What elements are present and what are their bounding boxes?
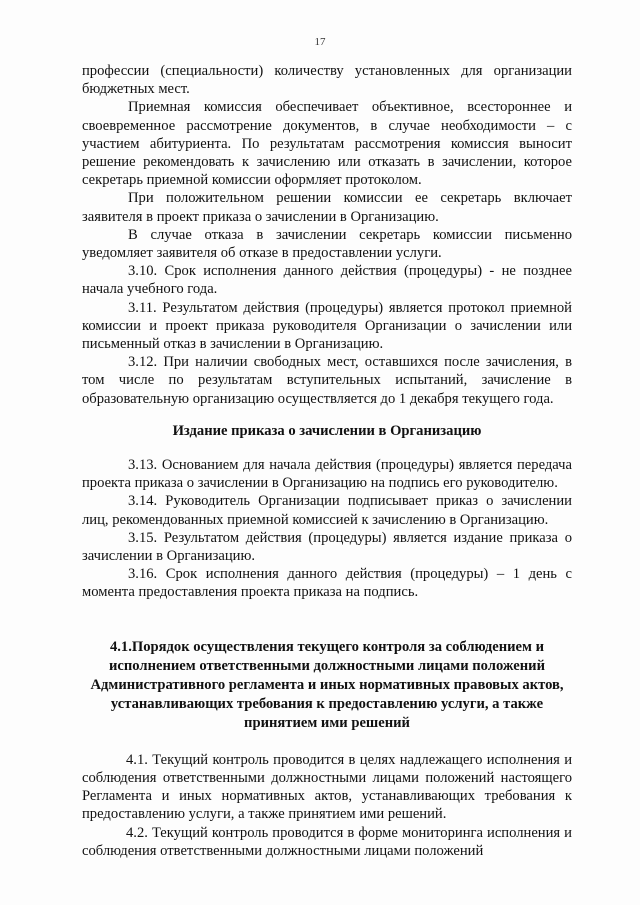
paragraph-3-14: 3.14. Руководитель Организации подписывает приказ о зачислении лиц, рекомендованных приемной комиссией к зачислению в Организацию. xyxy=(82,493,572,528)
paragraph-4-2: 4.2. Текущий контроль проводится в форме мониторинга исполнения и соблюдения ответственными должностными лицами положений xyxy=(82,824,572,859)
paragraph-3-16: 3.16. Срок исполнения данного действия (процедуры) – 1 день с момента предоставления проекта приказа на подпись. xyxy=(82,566,572,601)
section-heading-order: Издание приказа о зачислении в Организацию xyxy=(172,422,482,439)
paragraph-commission-review: Приемная комиссия обеспечивает объективное, всестороннее и своевременное рассмотрение документов, в случае необходимости – с участием абитуриента. По результатам рассмотрения комиссия выносит решение рекомендовать к зачислению или отказать в зачислении, которое секретарь приемной комиссии оформляет протоколом. xyxy=(82,99,572,189)
paragraph-3-10: 3.10. Срок исполнения данного действия (процедуры) - не позднее начала учебного года. xyxy=(82,263,572,298)
paragraph-refusal: В случае отказа в зачислении секретарь комиссии письменно уведомляет заявителя об отказе в предоставлении услуги. xyxy=(82,226,572,262)
page-number: 17 xyxy=(314,36,326,48)
section-heading-control: 4.1.Порядок осуществления текущего контроля за соблюдением и исполнением ответственными должностными лицами положений Административного регламента и иных нормативных правовых актов, устанавливающих требования к предоставлению услуги, а также принятием ими решений xyxy=(90,638,564,731)
paragraph-3-12: 3.12. При наличии свободных мест, оставшихся после зачисления, в том числе по результатам вступительных испытаний, зачисление в образовательную организацию осуществляется до 1 декабря текущего года. xyxy=(82,354,572,407)
paragraph-3-11: 3.11. Результатом действия (процедуры) является протокол приемной комиссии и проект приказа руководителя Организации о зачислении или письменный отказ в зачислении в Организацию. xyxy=(82,299,572,353)
document-body xyxy=(82,62,572,860)
paragraph-positive-decision: При положительном решении комиссии ее секретарь включает заявителя в проект приказа о зачислении в Организацию. xyxy=(82,190,572,225)
paragraph-3-15: 3.15. Результатом действия (процедуры) является издание приказа о зачислении в Организацию. xyxy=(82,529,572,565)
paragraph-3-13: 3.13. Основанием для начала действия (процедуры) является передача проекта приказа о зачислении в Организацию на подпись его руководителю. xyxy=(82,457,572,492)
paragraph-continuation: профессии (специальности) количеству установленных для организации бюджетных мест. xyxy=(82,63,572,98)
paragraph-4-1: 4.1. Текущий контроль проводится в целях надлежащего исполнения и соблюдения ответственными должностными лицами положений настоящего Регламента и иных нормативных актов, устанавливающих требования к предоставлению услуги, а также принятием ими решений. xyxy=(82,751,572,823)
